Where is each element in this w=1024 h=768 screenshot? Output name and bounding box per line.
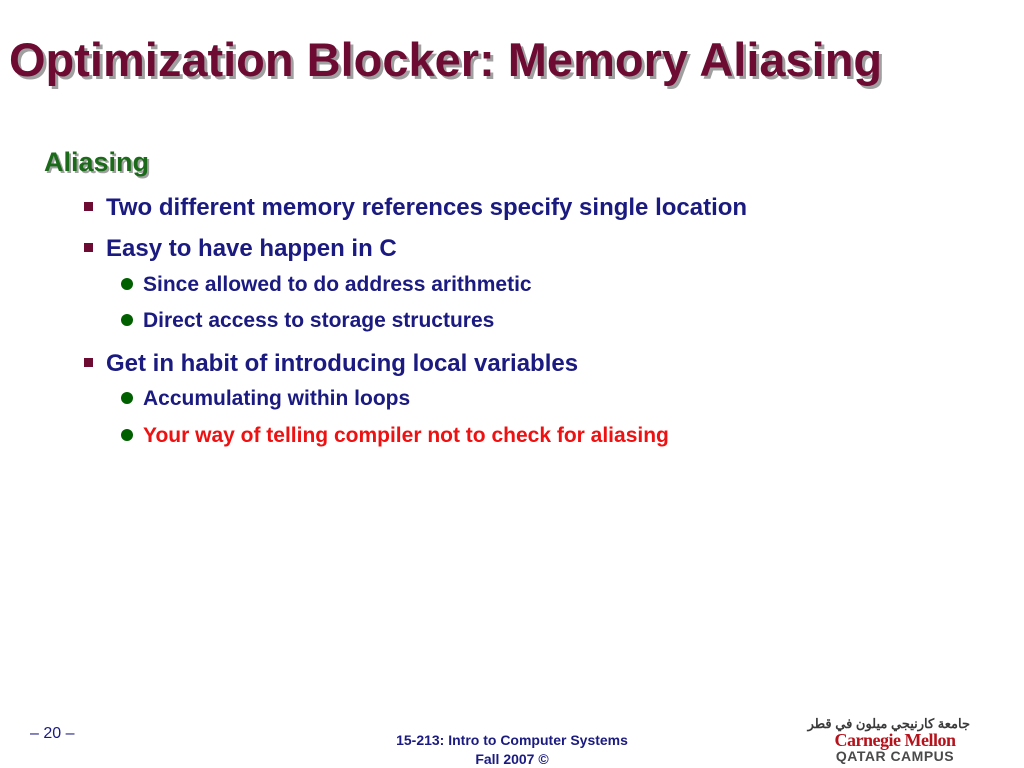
sub-bullet-text: Direct access to storage structures (143, 309, 495, 332)
round-bullet-icon (121, 314, 133, 326)
round-bullet-icon (121, 392, 133, 404)
bullet-item (84, 193, 747, 223)
footer-course-info (352, 731, 672, 768)
sub-bullet-item (121, 271, 532, 299)
square-bullet-icon (84, 243, 93, 252)
bullet-item (84, 349, 578, 379)
university-logo (807, 716, 970, 766)
sub-bullet-text: Accumulating within loops (143, 387, 411, 410)
bullet-item (84, 234, 397, 264)
sub-bullet-item (121, 307, 494, 335)
sub-bullet-item (121, 385, 410, 413)
logo-campus-name: QATAR CAMPUS (835, 748, 955, 764)
sub-bullet-item-emphasized (121, 422, 669, 450)
page-number: – 20 – (30, 725, 75, 742)
sub-bullet-text: Your way of telling compiler not to check for aliasing (143, 424, 669, 447)
sub-bullet-text: Since allowed to do address arithmetic (143, 273, 532, 296)
logo-university-name: Carnegie Mellon (834, 730, 956, 750)
footer-course-term: Fall 2007 © (475, 751, 549, 767)
footer-course-title: 15-213: Intro to Computer Systems (396, 732, 628, 748)
round-bullet-icon (121, 429, 133, 441)
section-heading: Aliasing (44, 147, 150, 177)
bullet-text: Easy to have happen in C (106, 235, 397, 262)
bullet-text: Get in habit of introducing local variables (106, 350, 579, 377)
slide-title: Optimization Blocker: Memory Aliasing (9, 33, 883, 86)
bullet-text: Two different memory references specify single location (106, 194, 748, 221)
square-bullet-icon (84, 202, 93, 211)
square-bullet-icon (84, 358, 93, 367)
round-bullet-icon (121, 278, 133, 290)
logo-arabic-text: جامعة كارنيجي ميلون في قطر (807, 716, 970, 731)
